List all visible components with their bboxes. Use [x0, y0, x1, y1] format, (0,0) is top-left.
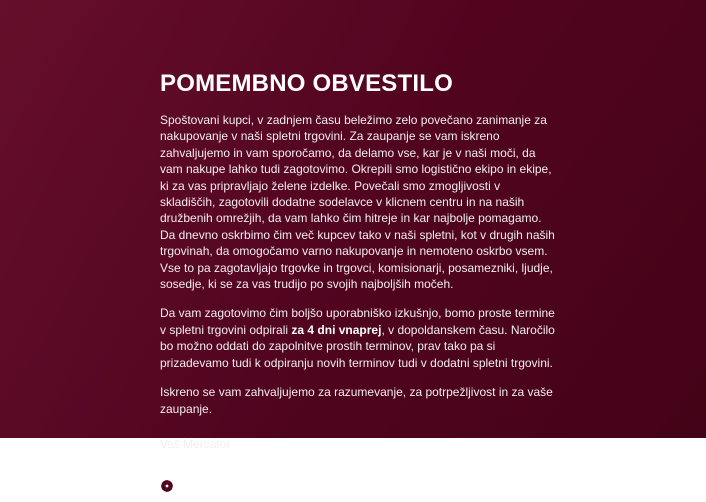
schedule-text-prefix: Da vam zagotovimo čim boljšo uporabniško izkušnjo, bomo proste termine v spletni trgovini odpirali	[160, 306, 555, 337]
notice-content	[160, 70, 558, 502]
logo-brand-text: Mercator	[183, 476, 274, 500]
logo-suffix-text: Spletna trgovina	[279, 476, 432, 500]
schedule-emphasis: za 4 dni vnaprej	[291, 322, 382, 337]
notice-paragraph-thanks: Iskreno se vam zahvaljujemo za razumevanje, za potrpežljivost in za vaše zaupanje.	[160, 385, 553, 416]
logo-text	[183, 476, 431, 502]
schedule-text-suffix: , v dopoldanskem času. Naročilo bo možno oddati do zapolnitve prostih terminov, prav tako pa si prizadevamo tudi k odpiranju novih terminov tudi v dodatni spletni trgovini.	[160, 322, 555, 370]
notice-paragraph-intro: Spoštovani kupci, v zadnjem času beležimo zelo povečano zanimanje za nakupovanje v naši spletni trgovini. Za zaupanje se vam iskreno zahvaljujemo in vam sporočamo, da delamo vse, kar je v naši moči, da vam nakupe lahko tudi zagotovimo. Okrepili smo logistično ekipo in ekipe, ki za vas pripravljajo želene izdelke. Povečali smo zmogljivosti v skladiščih, zagotovili dodatne sodelavce v klicnem centru in na naših družbenih omrežjih, da vam lahko čim hitreje in kar najbolje pomagamo. Da dnevno oskrbimo čim več kupcev tako v naši spletni, kot v drugih naših trgovinah, da omogočamo varno nakupovanje in nemoteno oskrbo vsem. Vse to pa zagotavljajo trgovke in trgovci, komisionarji, posamezniki, ljudje, sosedje, ki se za vas trudijo po svojih najboljših močeh.	[160, 113, 555, 292]
notice-paragraph-schedule	[160, 305, 558, 371]
mercator-pinwheel-icon	[160, 479, 174, 493]
page-title: POMEMBNO OBVESTILO	[160, 70, 453, 97]
mercator-logo[interactable]	[160, 476, 558, 502]
signature-text: Vaš Mercator	[160, 436, 231, 451]
